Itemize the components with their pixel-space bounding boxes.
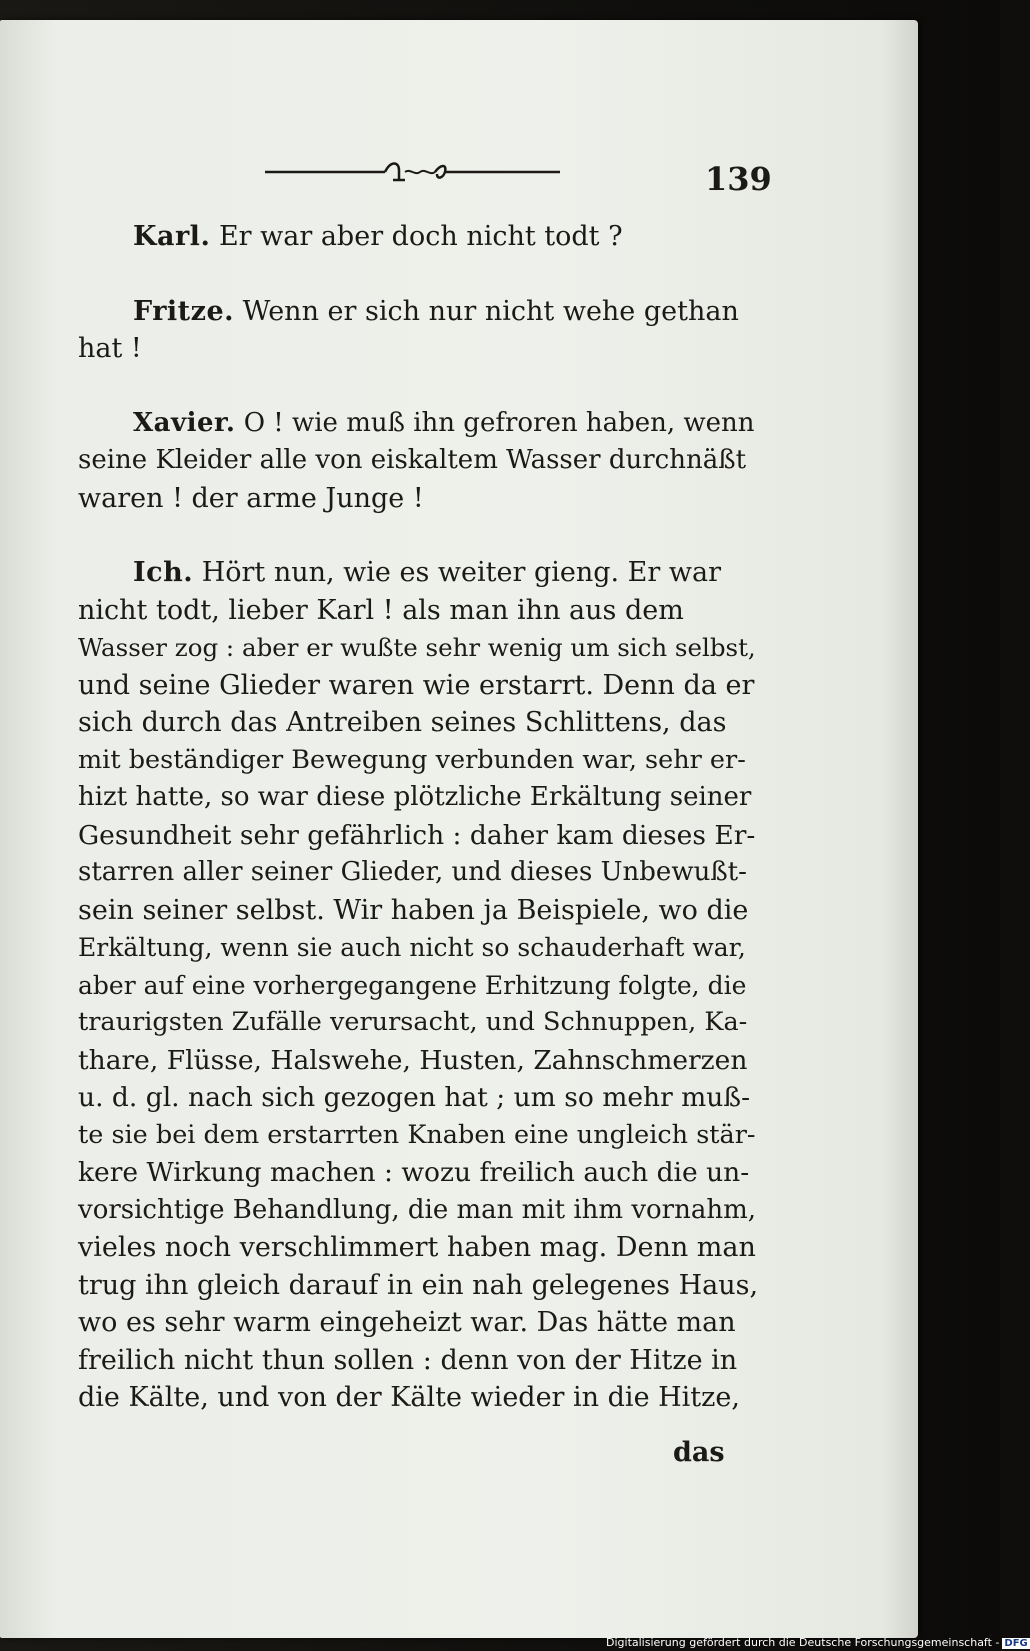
text-line: mit beständiger Bewegung verbunden war, sehr er- [78,744,746,775]
text-line: seine Kleider alle von eiskaltem Wasser durchnäßt [78,445,747,475]
text-line: kere Wirkung machen : wozu freilich auch die un- [78,1157,750,1188]
credit-text: Digitalisierung gefördert durch die Deutsche Forschungsgemeinschaft - [606,1636,1000,1649]
paragraph-ich [78,554,758,1417]
text-line: hat ! [78,333,142,364]
speaker-name: Ich. [133,557,194,588]
text-line: waren ! der arme Junge ! [78,482,424,514]
text-line: hizt hatte, so war diese plötzliche Erkältung seiner [78,782,752,812]
text-line: Wasser zog : aber er wußte sehr wenig um sich selbst, [78,633,756,662]
speaker-name: Fritze. [133,295,235,327]
text-line: sein seiner selbst. Wir haben ja Beispiele, wo die [78,894,749,926]
text-line: die Kälte, und von der Kälte wieder in die Hitze, [78,1382,740,1413]
text-line: thare, Flüsse, Halswehe, Husten, Zahnschmerzen [78,1044,748,1076]
text-line: Fritze. Wenn er sich nur nicht wehe gethan [133,295,739,327]
page-number: 139 [705,160,772,198]
dfg-logo: DFG [1004,1638,1028,1649]
text-line: Xavier. O ! wie muß ihn gefroren haben, wenn [133,407,755,438]
paragraph-xavier [78,405,758,518]
text-line: u. d. gl. nach sich gezogen hat ; um so mehr muß- [78,1082,751,1113]
text-line: Karl. Er war aber doch nicht todt ? [133,221,623,252]
text-line: wo es sehr warm eingeheizt war. Das hätte man [78,1307,736,1338]
text-line: und seine Glieder waren wie erstarrt. Denn da er [78,669,755,701]
text-line: te sie bei dem erstarrten Knaben eine ungleich stär- [78,1119,756,1150]
text-line: nicht todt, lieber Karl ! als man ihn aus dem [78,594,684,626]
text-line: sich durch das Antreiben seines Schlittens, das [78,707,727,738]
text-line: starren aller seiner Glieder, und dieses Unbewußt- [78,857,747,887]
text-line: Ich. Hört nun, wie es weiter gieng. Er war [133,557,721,588]
text-line: Gesundheit sehr gefährlich : daher kam dieses Er- [78,819,756,851]
digitization-credit [606,1636,1030,1650]
paragraph-karl [78,218,758,256]
speaker-name: Karl. [133,221,211,252]
ornamental-header-rule [265,158,575,198]
text-body [78,218,758,1417]
text-line: vieles noch verschlimmert haben mag. Denn man [78,1232,756,1263]
text-line: freilich nicht thun sollen : denn von der Hitze in [78,1344,738,1376]
text-line: Erkältung, wenn sie auch nicht so schauderhaft war, [78,933,746,962]
text-line: vorsichtige Behandlung, die man mit ihm vornahm, [78,1194,757,1225]
text-line: aber auf eine vorhergegangene Erhitzung folgte, die [78,970,747,1000]
paragraph-fritze [78,293,758,368]
book-page [0,20,918,1638]
text-line: trug ihn gleich darauf in ein nah gelegenes Haus, [78,1269,759,1301]
catchword: das [673,1437,725,1468]
text-line: traurigsten Zufälle verursacht, und Schnuppen, Ka- [78,1007,748,1037]
speaker-name: Xavier. [133,407,236,438]
